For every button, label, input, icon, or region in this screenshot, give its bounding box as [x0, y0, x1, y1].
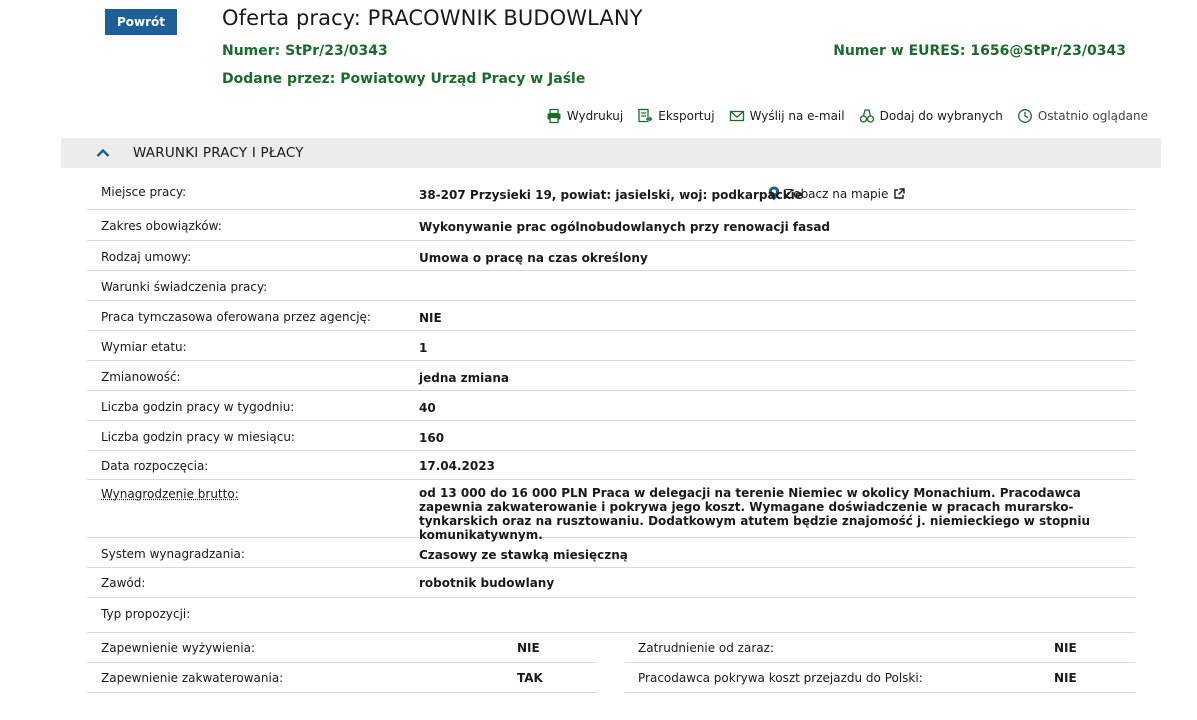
row-value: 40: [419, 401, 436, 415]
table-row: [87, 271, 1135, 301]
back-button[interactable]: Powrót: [105, 9, 177, 35]
travel-value: NIE: [1054, 671, 1077, 685]
row-value: [419, 271, 1135, 281]
export-label: Eksportuj: [658, 109, 715, 123]
divider: [87, 692, 597, 693]
job-conditions-table: [87, 176, 1135, 628]
row-value: NIE: [419, 311, 442, 325]
row-label: Typ propozycji:: [101, 607, 191, 621]
favorite-label: Dodaj do wybranych: [879, 109, 1003, 123]
toolbar: [546, 108, 1148, 124]
housing-label: Zapewnienie zakwaterowania:: [101, 671, 284, 685]
added-by-value: Powiatowy Urząd Pracy w Jaśle: [340, 71, 586, 87]
export-button[interactable]: [637, 108, 714, 124]
print-button[interactable]: [546, 108, 623, 124]
added-by: [222, 71, 585, 87]
row-label: Zmianowość:: [101, 370, 181, 384]
eures-number-label: Numer w EURES:: [833, 43, 966, 59]
email-button[interactable]: [729, 108, 845, 124]
table-row: [87, 241, 1135, 271]
row-value: [419, 598, 1135, 608]
row-value: jedna zmiana: [419, 371, 509, 385]
immediate-value: NIE: [1054, 641, 1077, 655]
table-row: [87, 451, 1135, 480]
housing-value: TAK: [517, 671, 543, 685]
proposal-details: [87, 632, 1135, 694]
row-label: Wymiar etatu:: [101, 340, 187, 354]
row-label: Rodzaj umowy:: [101, 250, 192, 264]
table-row: [87, 538, 1135, 568]
envelope-icon: [729, 108, 745, 124]
row-value: 38-207 Przysieki 19, powiat: jasielski, woj: podkarpackie: [419, 188, 803, 202]
clock-icon: [1017, 108, 1033, 124]
divider: [87, 662, 597, 663]
favorite-icon: [859, 108, 875, 124]
table-row: [87, 301, 1135, 331]
section-title: WARUNKI PRACY I PŁACY: [133, 145, 304, 161]
row-value: Czasowy ze stawką miesięczną: [419, 548, 628, 562]
table-row: [87, 176, 1135, 210]
recently-viewed-label: Ostatnio oglądane: [1037, 109, 1148, 123]
row-label: Liczba godzin pracy w tygodniu:: [101, 400, 295, 414]
offer-number: [222, 43, 388, 59]
table-row: [87, 421, 1135, 451]
printer-icon: [546, 108, 562, 124]
favorite-button[interactable]: [859, 108, 1003, 124]
row-label: Warunki świadczenia pracy:: [101, 280, 268, 294]
page-title: Oferta pracy: PRACOWNIK BUDOWLANY: [222, 6, 643, 30]
row-label: Zawód:: [101, 576, 146, 590]
table-row: [87, 568, 1135, 598]
food-value: NIE: [517, 641, 540, 655]
added-by-label: Dodane przez:: [222, 71, 336, 87]
section-header[interactable]: [61, 138, 1161, 168]
row-label: [87, 480, 419, 501]
table-row: [87, 361, 1135, 391]
table-row: [87, 391, 1135, 421]
chevron-up-icon[interactable]: [95, 145, 111, 161]
table-row: [87, 480, 1135, 542]
immediate-label: Zatrudnienie od zaraz:: [638, 641, 774, 655]
table-row: [87, 331, 1135, 361]
offer-number-value: StPr/23/0343: [285, 43, 388, 59]
divider: [625, 692, 1135, 693]
map-link-label: Zobacz na mapie: [785, 186, 889, 201]
row-label: Miejsce pracy:: [101, 185, 187, 199]
row-value: Wykonywanie prac ogólnobudowlanych przy renowacji fasad: [419, 220, 831, 234]
row-label: Data rozpoczęcia:: [101, 459, 209, 473]
eures-number: [833, 43, 1126, 59]
eures-number-value: 1656@StPr/23/0343: [970, 43, 1126, 59]
row-value: robotnik budowlany: [419, 576, 555, 590]
travel-label: Pracodawca pokrywa koszt przejazdu do Polski:: [638, 671, 923, 685]
food-label: Zapewnienie wyżywienia:: [101, 641, 256, 655]
email-label: Wyślij na e-mail: [749, 109, 845, 123]
table-row: [87, 210, 1135, 241]
row-value: 17.04.2023: [419, 459, 495, 473]
row-value: 1: [419, 341, 428, 355]
row-value: 160: [419, 431, 445, 445]
print-label: Wydrukuj: [566, 109, 624, 123]
row-value: Umowa o pracę na czas określony: [419, 251, 648, 265]
row-value: od 13 000 do 16 000 PLN Praca w delegacji na terenie Niemiec w okolicy Monachium. Pracodawca zapewnia zakwaterowanie i pokrywa jego koszt. Wymagane doświadczenie w pracach murarsko-tynkarskich oraz na rusztowaniu. Dodatkowym atutem będzie znajomość j. niemieckiego w stopniu komunikatywnym.: [419, 486, 1090, 542]
divider: [87, 632, 1135, 633]
row-label: Zakres obowiązków:: [101, 219, 222, 233]
export-icon: [637, 108, 653, 124]
recently-viewed-button[interactable]: [1017, 108, 1148, 124]
divider: [625, 662, 1135, 663]
salary-label: Wynagrodzenie brutto:: [101, 487, 239, 501]
row-label: Liczba godzin pracy w miesiącu:: [101, 430, 295, 444]
row-label: Praca tymczasowa oferowana przez agencję:: [101, 310, 371, 324]
row-label: System wynagradzania:: [101, 547, 245, 561]
table-row: [87, 598, 1135, 628]
offer-number-label: Numer:: [222, 43, 281, 59]
